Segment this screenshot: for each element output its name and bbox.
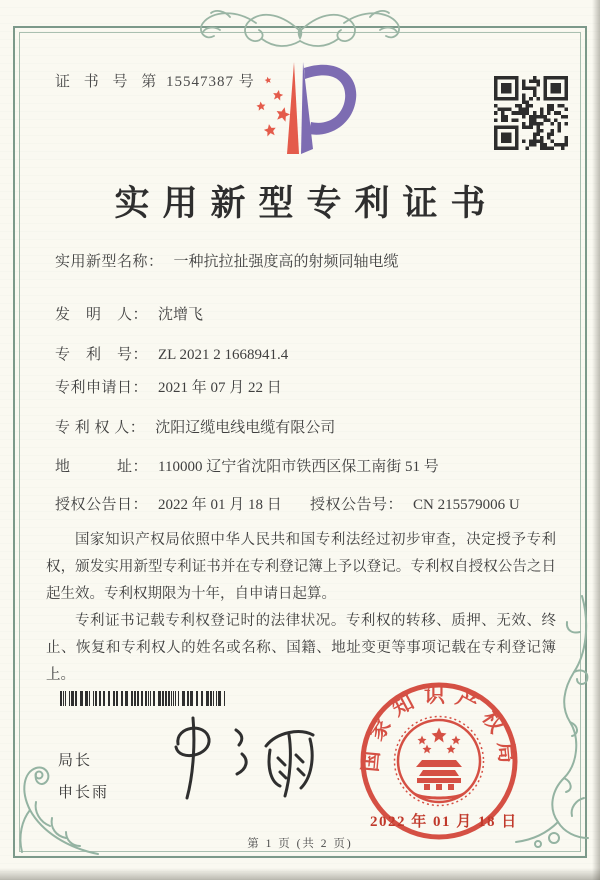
scan-edge-shadow-bottom	[0, 868, 600, 880]
paragraph-register-statement: 专利证书记载专利权登记时的法律状况。专利权的转移、质押、无效、终止、恢复和专利权人的姓名或名称、国籍、地址变更等事项记载在专利登记簿上。	[46, 613, 556, 683]
certificate-number-suffix: 号	[238, 74, 259, 90]
field-value: 沈阳辽缆电线电缆有限公司	[155, 420, 336, 436]
certificate-number-digits: 15547387	[166, 74, 235, 90]
field-label: 发 明 人：	[55, 307, 149, 323]
certificate-title: 实用新型专利证书	[114, 184, 499, 223]
field-value: 沈增飞	[158, 307, 204, 323]
certificate-number-prefix: 证 书 号 第	[55, 74, 162, 90]
grant-date-label: 授权公告日：	[55, 497, 149, 513]
signer-title: 局长	[58, 752, 93, 769]
signer-block	[58, 745, 109, 809]
seal-date: 2022 年 01 月 18 日	[370, 814, 518, 830]
scan-edge-shadow-right	[592, 0, 600, 880]
grant-date-value: 2022 年 01 月 18 日	[158, 497, 282, 513]
flourish-left-half	[201, 11, 300, 46]
signer-name: 申长雨	[58, 784, 110, 801]
grant-number-label: 授权公告号：	[310, 497, 404, 513]
seal-ring-text: 国家知识产权局	[357, 683, 521, 773]
field-label: 实用新型名称：	[55, 254, 164, 270]
paragraph-grant-statement: 国家知识产权局依照中华人民共和国专利法经过初步审查，决定授予专利权，颁发实用新型专利证书并在专利登记簿上予以登记。专利权自授权公告之日起生效。专利权期限为十年，自申请日起算。	[46, 532, 556, 602]
seal-national-emblem	[414, 728, 464, 800]
field-label: 专 利 号：	[55, 347, 149, 363]
handwritten-signature	[148, 710, 333, 810]
field-value: 2021 年 07 月 22 日	[158, 380, 282, 396]
field-label: 专 利 权 人：	[55, 420, 146, 436]
field-value: ZL 2021 2 1668941.4	[158, 347, 289, 363]
top-flourish-ornament	[168, 4, 432, 58]
barcode	[60, 691, 226, 706]
grant-number-value: CN 215579006 U	[413, 497, 520, 513]
field-value: 110000 辽宁省沈阳市铁西区保工南街 51 号	[158, 459, 439, 475]
field-value: 一种抗拉扯强度高的射频同轴电缆	[173, 254, 399, 270]
field-label: 专利申请日：	[55, 380, 149, 396]
field-label: 地 址：	[55, 459, 149, 475]
page-number-footer: 第 1 页 (共 2 页)	[247, 838, 353, 850]
